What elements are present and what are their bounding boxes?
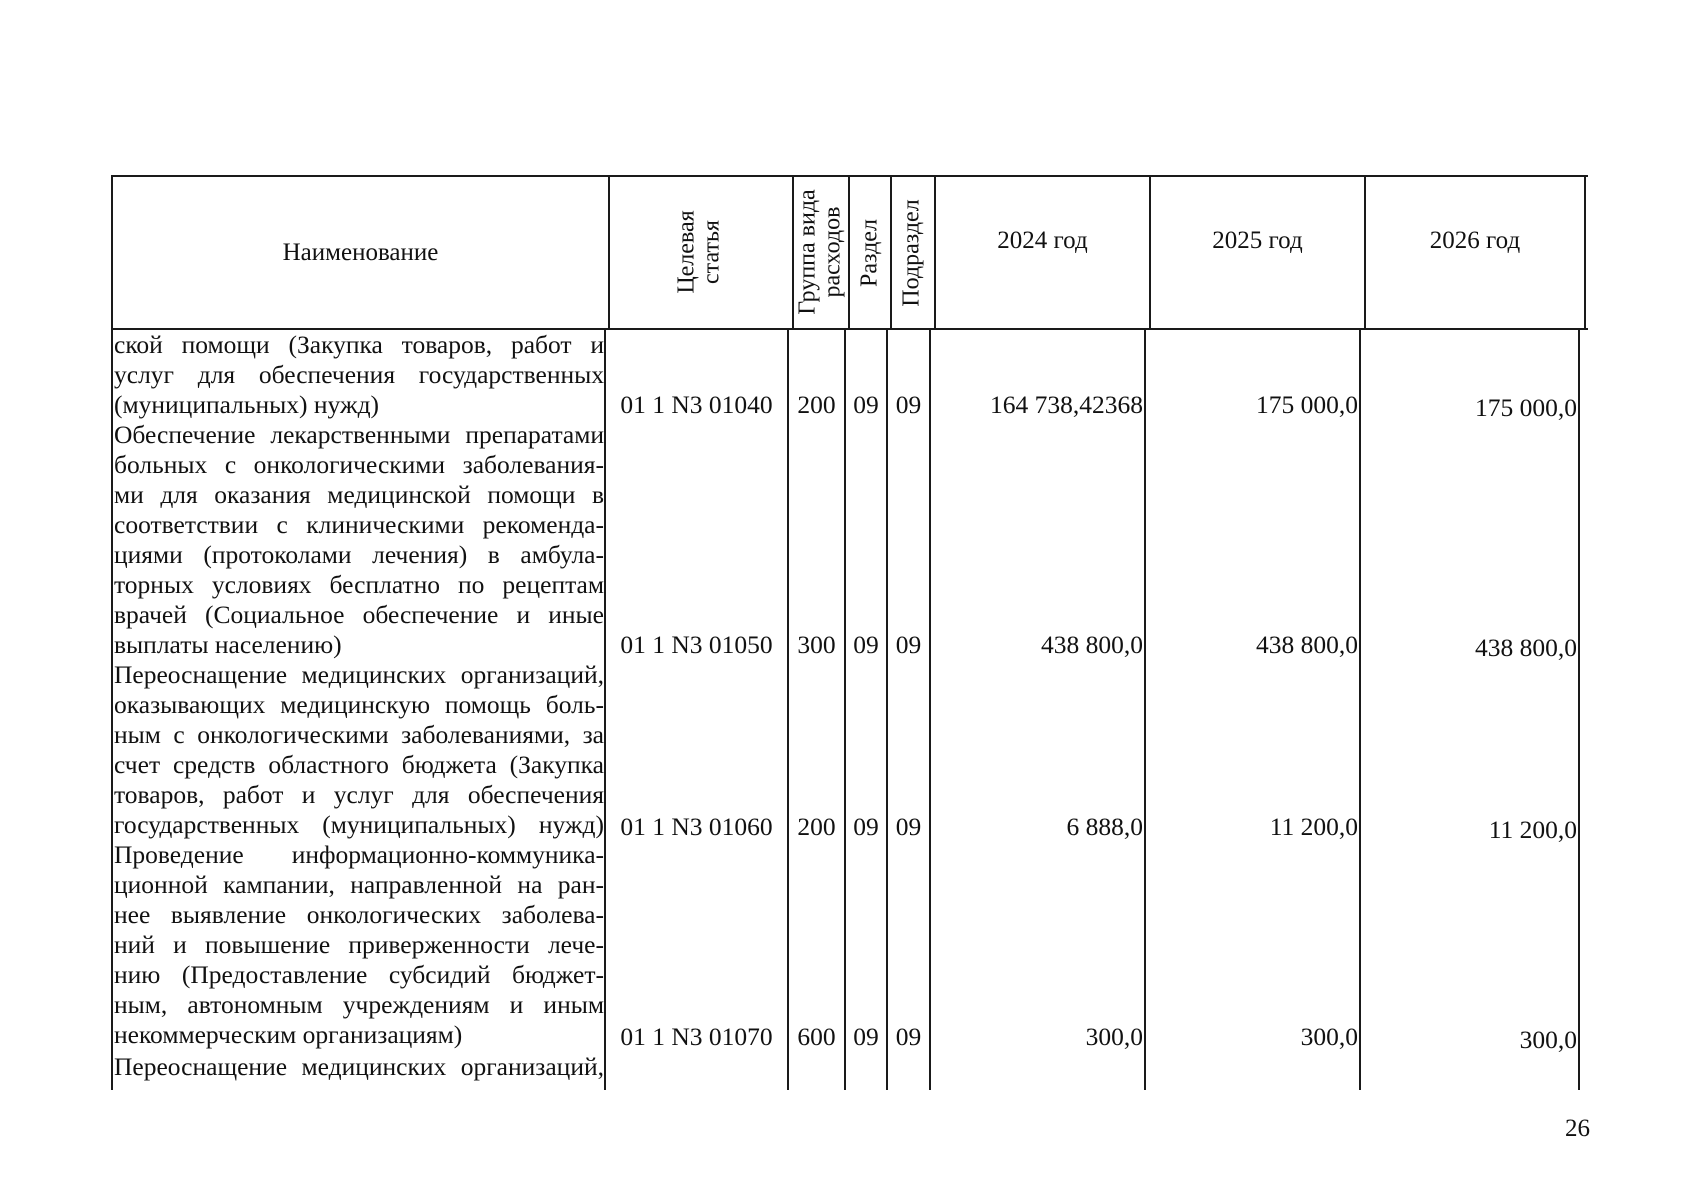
row-section: 09 — [853, 630, 879, 659]
row-name-line: циями (протоколами лечения) в амбула- — [114, 540, 604, 569]
header-expense-group-line2: расходов — [819, 206, 846, 298]
row-name-line: ным с онкологическими заболеваниями, за — [114, 720, 604, 749]
row-target-code: 01 1 N3 01040 — [620, 390, 773, 419]
header-year-2026-text: 2026 год — [1429, 226, 1521, 254]
header-divider — [1584, 175, 1586, 329]
column-divider — [111, 329, 113, 1090]
row-name-line: соответствии с клиническими рекоменда- — [114, 510, 604, 539]
row-value-2025: 11 200,0 — [1269, 812, 1358, 841]
header-divider — [608, 175, 610, 329]
row-value-2026: 11 200,0 — [1488, 815, 1577, 844]
column-divider — [604, 329, 606, 1090]
page-number: 26 — [1565, 1115, 1590, 1142]
row-name-line: товаров, работ и услуг для обеспечения — [114, 780, 604, 809]
row-section: 09 — [853, 812, 879, 841]
row-value-2025: 300,0 — [1300, 1022, 1358, 1051]
column-divider — [844, 329, 846, 1090]
column-divider — [1359, 329, 1361, 1090]
row-subsection: 09 — [895, 390, 922, 419]
row-name-line: государственных (муниципальных) нужд) — [114, 810, 604, 839]
header-name — [113, 177, 608, 328]
header-year-2026 — [1366, 210, 1584, 270]
header-year-2025 — [1151, 210, 1364, 270]
header-target-article-line2: статья — [698, 220, 725, 284]
row-name-line: ской помощи (Закупка товаров, работ и — [114, 330, 604, 359]
row-name-line: ным, автономным учреждениям и иным — [114, 990, 604, 1019]
row-target-code: 01 1 N3 01060 — [620, 812, 773, 841]
header-subsection-text: Подраздел — [898, 199, 924, 307]
row-name-line: некоммерческим организациям) — [114, 1020, 463, 1049]
row-name-line: торных условиях бесплатно по рецептам — [114, 570, 604, 599]
row-value-2024: 6 888,0 — [1066, 812, 1143, 841]
header-divider — [848, 175, 850, 329]
row-name-line: врачей (Социальное обеспечение и иные — [114, 600, 604, 629]
row-value-2026: 438 800,0 — [1475, 633, 1577, 662]
row-target-code: 01 1 N3 01070 — [620, 1022, 773, 1051]
row-name-line: Переоснащение медицинских организаций, — [114, 660, 604, 689]
row-name-line: оказывающих медицинскую помощь боль- — [114, 690, 604, 719]
header-expense-group-line1: Группа вида — [794, 189, 821, 315]
row-value-2024: 164 738,42368 — [990, 390, 1143, 419]
header-subsection — [899, 178, 925, 329]
row-value-2024: 300,0 — [1085, 1022, 1143, 1051]
row-name-line: счет средств областного бюджета (Закупка — [114, 750, 604, 779]
header-section-text: Раздел — [856, 219, 882, 287]
row-subsection: 09 — [895, 1022, 922, 1051]
row-expense-group: 600 — [797, 1022, 836, 1051]
row-expense-group: 200 — [797, 390, 836, 419]
column-divider — [929, 329, 931, 1090]
column-divider — [1144, 329, 1146, 1090]
row-value-2025: 175 000,0 — [1256, 390, 1358, 419]
row-name-line: нее выявление онкологических заболева- — [114, 900, 604, 929]
header-target-article-line1: Целевая — [673, 210, 700, 294]
column-divider — [1578, 329, 1580, 1090]
row-name-line: Проведение информационно-коммуника- — [114, 840, 604, 869]
row-value-2026: 175 000,0 — [1475, 393, 1577, 422]
header-divider — [890, 175, 892, 329]
header-section — [857, 178, 883, 329]
row-expense-group: 300 — [797, 630, 836, 659]
row-section: 09 — [853, 1022, 879, 1051]
row-name-line: ми для оказания медицинской помощи в — [114, 480, 604, 509]
row-name-line: услуг для обеспечения государственных — [114, 360, 604, 389]
column-divider — [787, 329, 789, 1090]
column-divider — [886, 329, 888, 1090]
row-name-line: (муниципальных) нужд) — [114, 390, 380, 419]
row-subsection: 09 — [895, 630, 922, 659]
row-name-line: ний и повышение приверженности лече- — [114, 930, 604, 959]
row-value-2024: 438 800,0 — [1041, 630, 1143, 659]
row-value-2025: 438 800,0 — [1256, 630, 1358, 659]
row-section: 09 — [853, 390, 879, 419]
header-year-2025-text: 2025 год — [1212, 226, 1303, 254]
row-target-code: 01 1 N3 01050 — [620, 630, 773, 659]
header-year-2024-text: 2024 год — [997, 226, 1088, 254]
row-name-line: больных с онкологическими заболевания- — [114, 450, 604, 479]
row-subsection: 09 — [895, 812, 922, 841]
row-name-line: Переоснащение медицинских организаций, — [114, 1052, 604, 1081]
header-target-article — [675, 177, 725, 328]
row-name-line: ционной кампании, направленной на ран- — [114, 870, 604, 899]
header-year-2024 — [936, 210, 1149, 270]
row-expense-group: 200 — [797, 812, 836, 841]
row-name-line: нию (Предоставление субсидий бюджет- — [114, 960, 604, 989]
header-expense-group — [796, 177, 846, 328]
row-value-2026: 300,0 — [1519, 1025, 1577, 1054]
row-name-line: Обеспечение лекарственными препаратами — [114, 420, 604, 449]
header-name-text: Наименование — [282, 239, 439, 266]
row-name-line: выплаты населению) — [114, 630, 342, 659]
